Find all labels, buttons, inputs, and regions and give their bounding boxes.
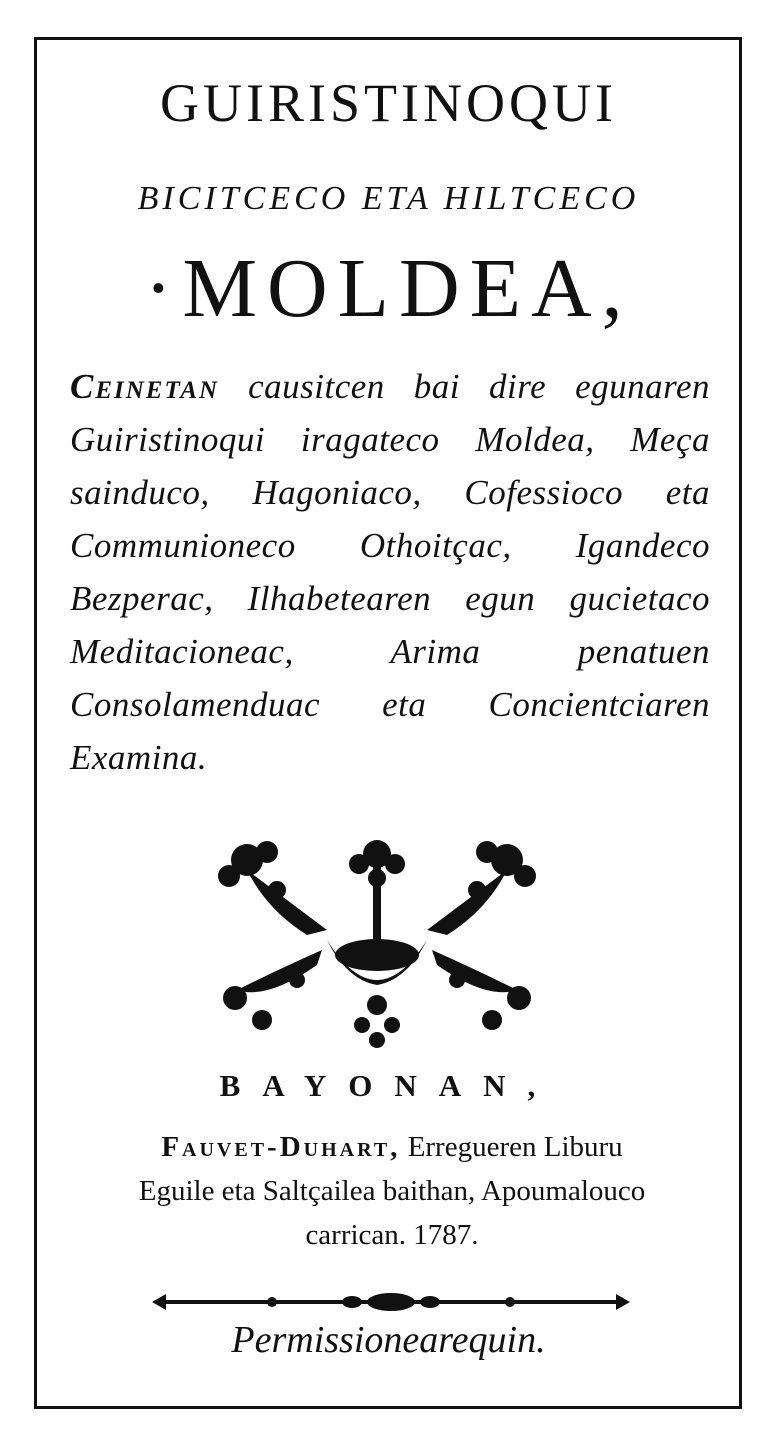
imprint-block (74, 1125, 710, 1257)
book-main-title: ·MOLDEA, (144, 242, 633, 335)
floral-vignette-icon (207, 830, 547, 1050)
description-lead: Ceinetan (70, 367, 220, 406)
imprint-place: BAYONAN, (219, 1068, 558, 1103)
imprint-line-1 (74, 1125, 710, 1169)
description-text: causitcen bai dire egunaren Guiristinoqui iragateco Moldea, Meça sainduco, Hagoniaco, Cofessioco eta Communioneco Othoitçac, Igandeco Bezperac, Ilhabetearen egun gucietaco Meditacioneac, Arima penatuen Consolamenduac eta Concientciaren Examina. (70, 367, 710, 777)
title-description (70, 360, 710, 784)
printer-name: Fauvet-Duhart, (161, 1131, 401, 1163)
book-title: GUIRISTINOQUI (160, 73, 617, 133)
imprint-line-3: carrican. 1787. (305, 1219, 479, 1251)
imprint-line-1-rest: Erregueren Liburu (400, 1131, 623, 1163)
book-subtitle: BICITCECO ETA HILTCECO (137, 180, 640, 217)
imprint-line-2: Eguile eta Saltçailea baithan, Apoumalouco (138, 1175, 646, 1207)
permission-note: Permissionearequin. (231, 1319, 546, 1361)
ornamental-rule (152, 1290, 630, 1314)
